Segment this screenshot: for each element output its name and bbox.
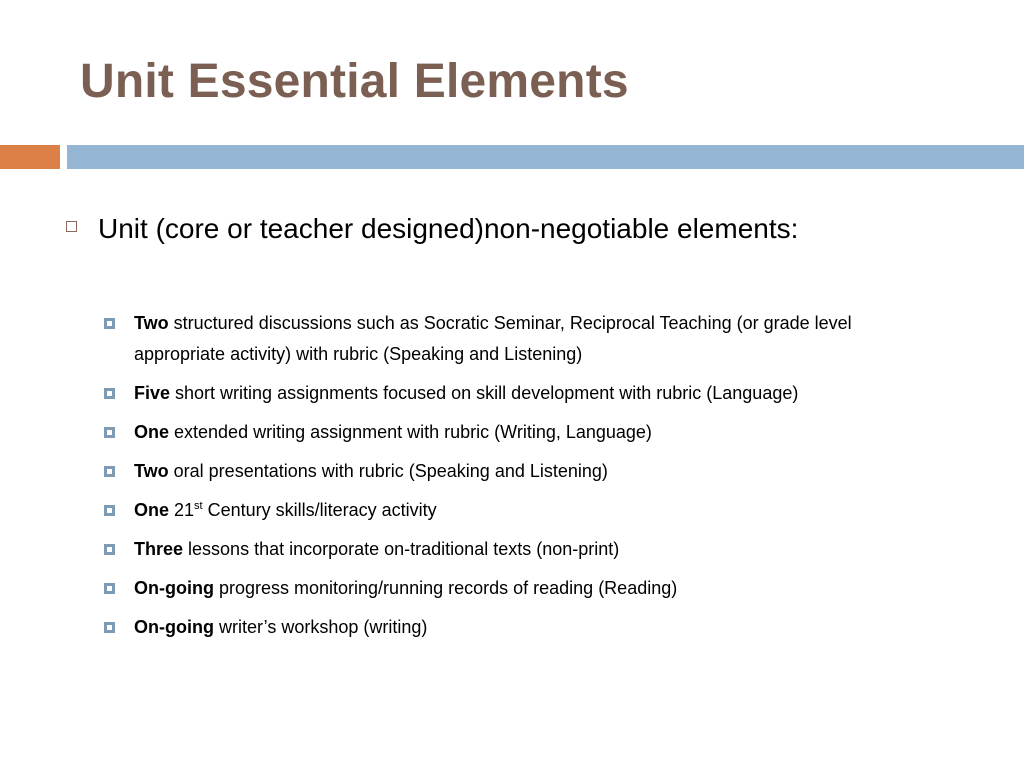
accent-bar-blue (67, 145, 1024, 169)
item-text: 21 (169, 500, 195, 520)
square-bullet-icon (104, 583, 115, 594)
item-lead: On-going (134, 578, 214, 598)
list-item (104, 573, 924, 604)
slide-title: Unit Essential Elements (80, 55, 629, 108)
item-lead: Five (134, 383, 171, 403)
square-bullet-icon (104, 505, 115, 516)
ordinal-suffix: st (194, 500, 203, 512)
square-bullet-icon (104, 622, 115, 633)
item-text: writer’s workshop (writing) (213, 617, 428, 637)
sub-bullet-list (104, 308, 924, 651)
list-item (104, 417, 924, 448)
square-bullet-icon (104, 427, 115, 438)
list-item (104, 534, 924, 565)
item-text: extended writing assignment with rubric (Writing, Language) (169, 422, 652, 442)
item-text: progress monitoring/running records of reading (Reading) (213, 578, 678, 598)
item-text: lessons that incorporate on-traditional texts (non-print) (183, 539, 620, 559)
square-bullet-icon (104, 388, 115, 399)
item-lead: One (134, 500, 170, 520)
item-text: short writing assignments focused on skill development with rubric (Language) (170, 383, 799, 403)
square-bullet-icon (104, 544, 115, 555)
list-item (104, 378, 924, 409)
list-item (104, 612, 924, 643)
list-item (104, 456, 924, 487)
item-lead: Three (134, 539, 184, 559)
item-lead: On-going (134, 617, 214, 637)
item-lead: One (134, 422, 170, 442)
list-item (104, 495, 924, 526)
item-text-after: Century skills/literacy activity (202, 500, 437, 520)
main-bullet-text: Unit (core or teacher designed)non-negotiable elements: (98, 213, 799, 244)
square-bullet-icon (104, 466, 115, 477)
square-bullet-icon (66, 221, 77, 232)
item-lead: Two (134, 313, 169, 333)
accent-bar-orange (0, 145, 60, 169)
item-text: oral presentations with rubric (Speaking and Listening) (168, 461, 608, 481)
square-bullet-icon (104, 318, 115, 329)
item-lead: Two (134, 461, 169, 481)
list-item (104, 308, 924, 370)
item-text: structured discussions such as Socratic Seminar, Reciprocal Teaching (or grade level appropriate activity) with rubric (Speaking and Listening) (134, 313, 852, 364)
